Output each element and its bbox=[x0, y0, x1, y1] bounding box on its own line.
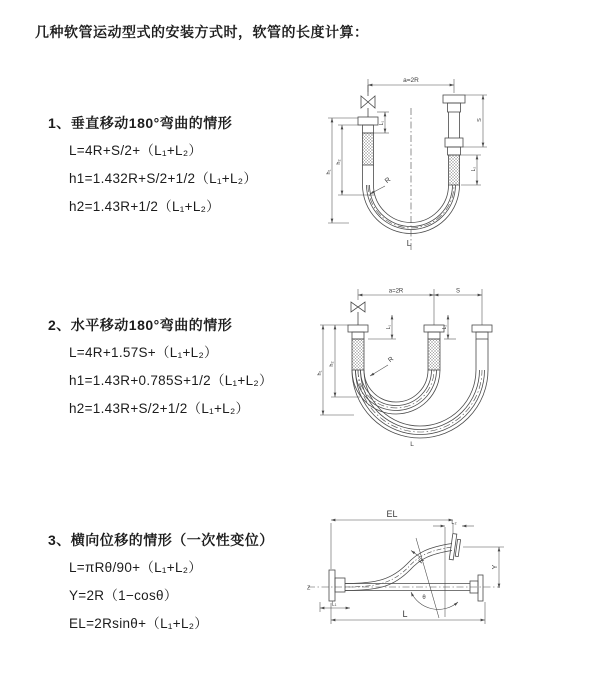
length-label: L bbox=[406, 239, 412, 248]
dim-l bbox=[331, 602, 485, 624]
formula-line: h2=1.43R+1/2（L₁+L₂） bbox=[69, 199, 220, 214]
dim-y-label: Y bbox=[492, 564, 499, 570]
valve-icon bbox=[361, 85, 375, 117]
angle-label: θ bbox=[422, 595, 426, 601]
braided-hose-section bbox=[363, 133, 374, 165]
dim-l1-label: L₁ bbox=[379, 120, 385, 126]
left-flange bbox=[329, 570, 345, 601]
dim-l2-label: L₂ bbox=[442, 324, 448, 330]
braided-hose-section bbox=[449, 155, 460, 185]
radius-label: R bbox=[417, 557, 426, 566]
dim-a2r-label: a=2R bbox=[403, 77, 419, 84]
left-pipe-assembly bbox=[348, 325, 368, 370]
right-flange-original bbox=[470, 575, 483, 601]
dim-l1-label: L₁ bbox=[386, 324, 392, 330]
dim-l-label: L bbox=[402, 609, 408, 619]
formula-line: h1=1.43R+0.785S+1/2（L₁+L₂） bbox=[69, 373, 273, 388]
section-horizontal-180 bbox=[48, 311, 273, 423]
section-heading: 1、垂直移动180°弯曲的情形 bbox=[48, 115, 233, 131]
diagram-vertical-180 bbox=[315, 72, 525, 262]
dim-s bbox=[463, 95, 487, 147]
right-pipe-assembly bbox=[443, 95, 465, 185]
radius-leader bbox=[370, 186, 385, 194]
dim-a2r bbox=[358, 289, 482, 325]
formula-line: L=4R+1.57S+（L₁+L₂） bbox=[69, 345, 218, 360]
radius-label: R bbox=[387, 355, 396, 365]
braided-hose-section bbox=[428, 339, 440, 370]
page-title: 几种软管运动型式的安装方式时，软管的长度计算： bbox=[35, 24, 369, 40]
right-pipe-assembly bbox=[472, 325, 492, 370]
dim-l2-label: L₂ bbox=[471, 166, 477, 172]
formula-line: L=πRθ/90+（L₁+L₂） bbox=[69, 560, 203, 575]
datum-label: Z bbox=[307, 585, 311, 592]
middle-pipe-assembly bbox=[424, 325, 444, 370]
dim-l1-label: L₁ bbox=[331, 601, 337, 608]
dim-h1-label: h₁ bbox=[317, 370, 323, 376]
dim-el-label: EL bbox=[386, 509, 398, 519]
formula-line: h2=1.43R+S/2+1/2（L₁+L₂） bbox=[69, 401, 250, 416]
dim-l2-label: L₂ bbox=[451, 520, 457, 526]
dim-h1 bbox=[328, 118, 358, 223]
formula-line: Y=2R（1−cosθ） bbox=[69, 588, 178, 603]
section-lateral-displacement bbox=[48, 526, 274, 638]
section-vertical-180 bbox=[48, 109, 257, 221]
dim-h1 bbox=[320, 325, 354, 415]
dim-h1-label: h₁ bbox=[326, 169, 332, 175]
dim-s-label: S bbox=[455, 288, 461, 295]
dim-el bbox=[331, 520, 453, 569]
diagram-lateral-displacement bbox=[300, 505, 560, 645]
section-heading: 2、水平移动180°弯曲的情形 bbox=[48, 317, 233, 333]
diagram-horizontal-180 bbox=[312, 285, 542, 450]
dim-h2-label: h₂ bbox=[329, 361, 335, 367]
radius-leader bbox=[370, 365, 388, 376]
angle-arc bbox=[411, 592, 458, 609]
hose-u-bend-position-1 bbox=[352, 370, 440, 414]
formula-line: h1=1.432R+S/2+1/2（L₁+L₂） bbox=[69, 171, 258, 186]
formula-line: EL=2Rsinθ+（L₁+L₂） bbox=[69, 616, 209, 631]
dim-h2-label: h₂ bbox=[336, 159, 342, 165]
section-heading: 3、横向位移的情形（一次性变位） bbox=[48, 532, 274, 548]
hose-u-bend-position-2 bbox=[352, 370, 488, 438]
dim-s-label: S bbox=[477, 118, 483, 122]
left-pipe-assembly bbox=[358, 117, 378, 185]
length-label: L bbox=[410, 441, 414, 448]
valve-icon bbox=[351, 302, 365, 325]
formula-line: L=4R+S/2+（L₁+L₂） bbox=[69, 143, 203, 158]
angle-construction-line bbox=[416, 538, 439, 618]
dim-a2r-label: a=2R bbox=[388, 288, 404, 295]
radius-label: R bbox=[383, 176, 393, 186]
braided-hose-section bbox=[352, 339, 364, 370]
